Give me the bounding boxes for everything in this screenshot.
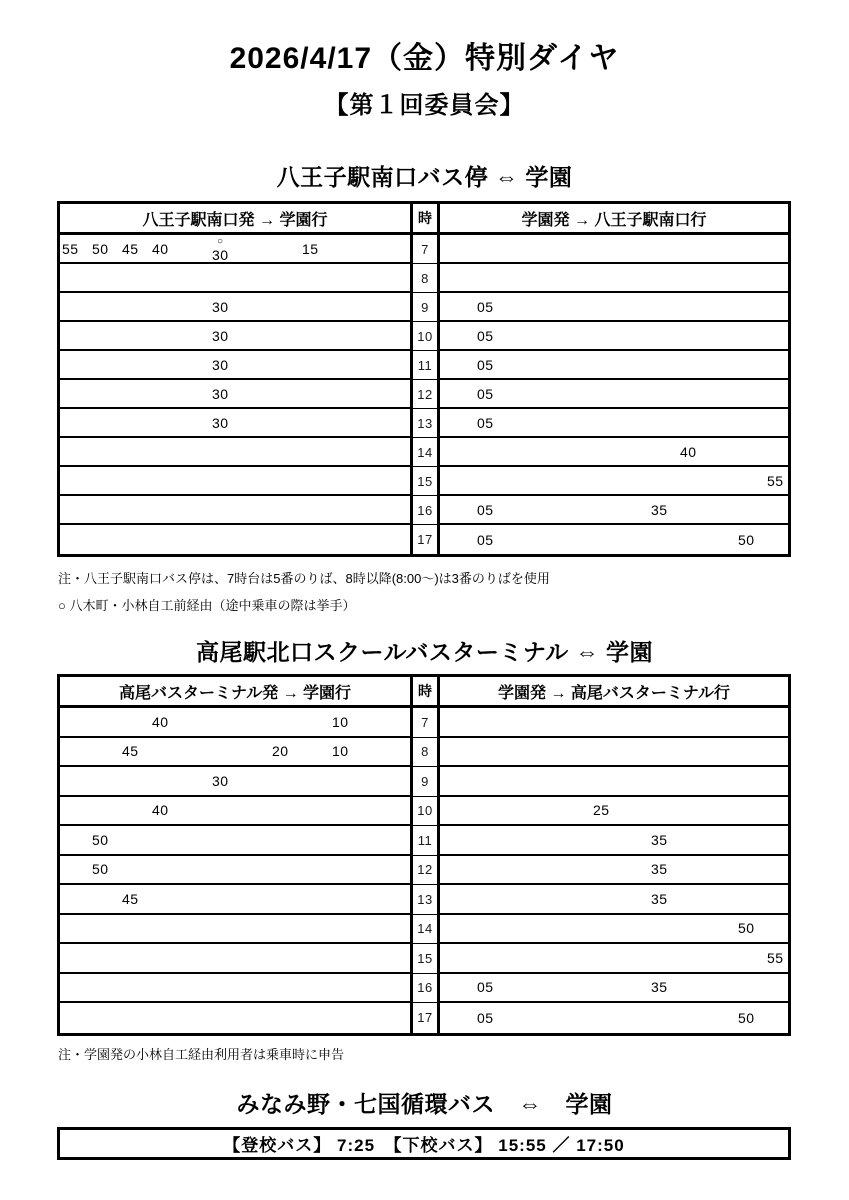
departures-cell xyxy=(60,944,410,974)
hour-cell xyxy=(410,826,440,856)
departures-cell xyxy=(60,380,410,409)
table-row xyxy=(60,767,788,797)
header-departures: 高尾バスターミナル発 → 学園行 xyxy=(118,684,352,702)
arrivals-cell xyxy=(440,856,788,886)
minute-value: 30 xyxy=(212,772,229,789)
departures-cell xyxy=(60,351,410,380)
minute-value: 05 xyxy=(477,385,494,402)
section-title-takao: 高尾駅北口スクールバスターミナル ⇔ 学園 xyxy=(195,639,654,665)
table-row xyxy=(60,264,788,293)
minute-value: 05 xyxy=(477,531,494,548)
hour-cell xyxy=(410,856,440,886)
minute-value: 35 xyxy=(651,979,668,996)
header-arrivals: 学園発 → 八王子駅南口行 xyxy=(521,211,707,229)
hour-label: 16 xyxy=(417,502,433,518)
hour-label: 9 xyxy=(421,299,429,315)
minute-value: 10 xyxy=(332,713,349,730)
hour-cell xyxy=(410,380,440,409)
departures-cell xyxy=(60,467,410,496)
departures-cell xyxy=(60,293,410,322)
table-row xyxy=(60,1003,788,1033)
hour-cell xyxy=(410,708,440,738)
table-row xyxy=(60,944,788,974)
arrivals-cell xyxy=(440,885,788,915)
departures-cell xyxy=(60,826,410,856)
minute-value: 30 xyxy=(212,385,229,402)
minute-value: 25 xyxy=(593,802,610,819)
hour-cell xyxy=(410,738,440,768)
shuttle-schedule-box xyxy=(57,1127,791,1160)
arrivals-cell xyxy=(440,235,788,264)
hour-cell xyxy=(410,944,440,974)
departures-cell xyxy=(60,525,410,554)
minute-value: 50 xyxy=(738,531,755,548)
table-row xyxy=(60,708,788,738)
minute-value: 50 xyxy=(738,1009,755,1026)
header-hour: 時 xyxy=(410,677,440,705)
departures-cell xyxy=(60,322,410,351)
hour-cell xyxy=(410,264,440,293)
minute-value: 35 xyxy=(651,831,668,848)
hour-label: 17 xyxy=(417,1010,433,1026)
minute-value: 30 xyxy=(212,356,229,373)
table-body xyxy=(60,708,788,1033)
table-row xyxy=(60,974,788,1004)
hour-cell xyxy=(410,525,440,554)
header-arrivals: 学園発 → 高尾バスターミナル行 xyxy=(497,684,731,702)
arrivals-cell xyxy=(440,738,788,768)
minute-value: 45 xyxy=(122,890,139,907)
minute-value: 05 xyxy=(477,501,494,518)
arrivals-cell xyxy=(440,380,788,409)
minute-value: 50 xyxy=(92,861,109,878)
hour-label: 9 xyxy=(421,773,429,789)
hour-cell xyxy=(410,885,440,915)
departures-cell xyxy=(60,264,410,293)
hour-cell xyxy=(410,496,440,525)
arrivals-cell xyxy=(440,944,788,974)
arrivals-cell xyxy=(440,1003,788,1033)
table-row xyxy=(60,915,788,945)
timetable-hachioji xyxy=(57,201,791,557)
arrivals-cell xyxy=(440,974,788,1004)
arrivals-cell xyxy=(440,322,788,351)
table-row xyxy=(60,797,788,827)
table-row xyxy=(60,351,788,380)
arrivals-cell xyxy=(440,826,788,856)
section-title-shuttle: みなみ野・七国循環バス ⇔ 学園 xyxy=(236,1091,613,1117)
hour-label: 7 xyxy=(421,241,429,257)
table-row xyxy=(60,235,788,264)
arrivals-cell xyxy=(440,496,788,525)
minute-value: 40 xyxy=(152,240,169,257)
hour-label: 11 xyxy=(417,832,433,848)
header-hour: 時 xyxy=(410,204,440,232)
arrivals-cell xyxy=(440,708,788,738)
hour-label: 17 xyxy=(417,532,433,547)
note-via-yagicho: ○ 八木町・小林自工前経由（途中乗車の際は挙手） xyxy=(58,598,356,613)
minute-value: 50 xyxy=(92,831,109,848)
departures-cell xyxy=(60,496,410,525)
table-row xyxy=(60,826,788,856)
minute-value: 55 xyxy=(767,949,784,966)
table-body xyxy=(60,235,788,554)
hour-cell xyxy=(410,351,440,380)
arrivals-cell xyxy=(440,264,788,293)
hour-label: 16 xyxy=(417,980,433,996)
table-row xyxy=(60,856,788,886)
shuttle-schedule-text: 【登校バス】 7:25 【下校バス】 15:55 ／ 17:50 xyxy=(223,1136,625,1155)
departures-cell xyxy=(60,974,410,1004)
table-row xyxy=(60,293,788,322)
minute-value: 35 xyxy=(651,861,668,878)
hour-label: 10 xyxy=(417,328,433,344)
minute-value: 30 xyxy=(212,298,229,315)
arrivals-cell xyxy=(440,525,788,554)
arrivals-cell xyxy=(440,915,788,945)
hour-cell xyxy=(410,797,440,827)
hour-cell xyxy=(410,1003,440,1033)
hour-label: 11 xyxy=(417,357,433,373)
minute-value: 10 xyxy=(332,743,349,760)
departures-cell xyxy=(60,1003,410,1033)
minute-value: 40 xyxy=(680,443,697,460)
table-row xyxy=(60,525,788,554)
minute-value: 05 xyxy=(477,979,494,996)
minute-value-circled xyxy=(212,237,229,262)
minute-value: 30 xyxy=(212,414,229,431)
hour-label: 12 xyxy=(417,386,433,402)
arrivals-cell xyxy=(440,767,788,797)
table-header-row xyxy=(60,204,788,235)
hour-label: 8 xyxy=(421,744,429,760)
minute-value: 30 xyxy=(212,327,229,344)
note-hachioji-platform: 注・八王子駅南口バス停は、7時台は5番のりば、8時以降(8:00～)は3番のりばを使用 xyxy=(58,571,550,586)
minute-value: 40 xyxy=(152,713,169,730)
minute-value: 05 xyxy=(477,327,494,344)
departures-cell xyxy=(60,915,410,945)
document-title: 2026/4/17（金）特別ダイヤ xyxy=(229,42,620,75)
timetable-takao xyxy=(57,674,791,1036)
via-circle-icon: ○ xyxy=(217,236,224,247)
arrivals-cell xyxy=(440,293,788,322)
arrivals-cell xyxy=(440,797,788,827)
header-departures: 八王子駅南口発 → 学園行 xyxy=(142,211,328,229)
minute-text: 30 xyxy=(212,247,229,263)
hour-label: 13 xyxy=(417,415,433,431)
minute-value: 05 xyxy=(477,356,494,373)
minute-value: 55 xyxy=(767,472,784,489)
hour-cell xyxy=(410,322,440,351)
arrivals-cell xyxy=(440,351,788,380)
hour-label: 7 xyxy=(421,714,429,730)
minute-value: 35 xyxy=(651,501,668,518)
arrivals-cell xyxy=(440,467,788,496)
minute-value: 45 xyxy=(122,743,139,760)
table-row xyxy=(60,467,788,496)
minute-value: 05 xyxy=(477,298,494,315)
document-subtitle: 【第１回委員会】 xyxy=(324,92,525,119)
hour-label: 8 xyxy=(421,270,429,286)
hour-cell xyxy=(410,293,440,322)
minute-value: 50 xyxy=(738,920,755,937)
departures-cell xyxy=(60,409,410,438)
hour-label: 15 xyxy=(417,950,433,966)
minute-value: 50 xyxy=(92,240,109,257)
table-row xyxy=(60,380,788,409)
table-row xyxy=(60,885,788,915)
hour-cell xyxy=(410,409,440,438)
minute-value: 45 xyxy=(122,240,139,257)
table-row xyxy=(60,496,788,525)
departures-cell xyxy=(60,235,410,264)
hour-cell xyxy=(410,767,440,797)
minute-value: 55 xyxy=(62,240,79,257)
section-title-hachioji: 八王子駅南口バス停 ⇔ 学園 xyxy=(276,164,573,190)
hour-cell xyxy=(410,974,440,1004)
table-row xyxy=(60,438,788,467)
minute-value: 40 xyxy=(152,802,169,819)
table-row xyxy=(60,322,788,351)
arrivals-cell xyxy=(440,438,788,467)
hour-label: 14 xyxy=(417,444,433,460)
hour-cell xyxy=(410,235,440,264)
hour-cell xyxy=(410,467,440,496)
arrivals-cell xyxy=(440,409,788,438)
table-row xyxy=(60,738,788,768)
departures-cell xyxy=(60,738,410,768)
hour-label: 12 xyxy=(417,862,433,878)
hour-label: 10 xyxy=(417,803,433,819)
departures-cell xyxy=(60,797,410,827)
departures-cell xyxy=(60,885,410,915)
hour-cell xyxy=(410,438,440,467)
minute-value: 35 xyxy=(651,890,668,907)
minute-value: 05 xyxy=(477,1009,494,1026)
table-row xyxy=(60,409,788,438)
departures-cell xyxy=(60,856,410,886)
departures-cell xyxy=(60,708,410,738)
minute-value: 05 xyxy=(477,414,494,431)
hour-cell xyxy=(410,915,440,945)
minute-value: 15 xyxy=(302,240,319,257)
departures-cell xyxy=(60,438,410,467)
table-header-row xyxy=(60,677,788,708)
hour-label: 15 xyxy=(417,473,433,489)
minute-value: 20 xyxy=(272,743,289,760)
hour-label: 13 xyxy=(417,891,433,907)
departures-cell xyxy=(60,767,410,797)
note-takao-kobayashi: 注・学園発の小林自工経由利用者は乗車時に申告 xyxy=(58,1047,345,1062)
hour-label: 14 xyxy=(417,921,433,937)
